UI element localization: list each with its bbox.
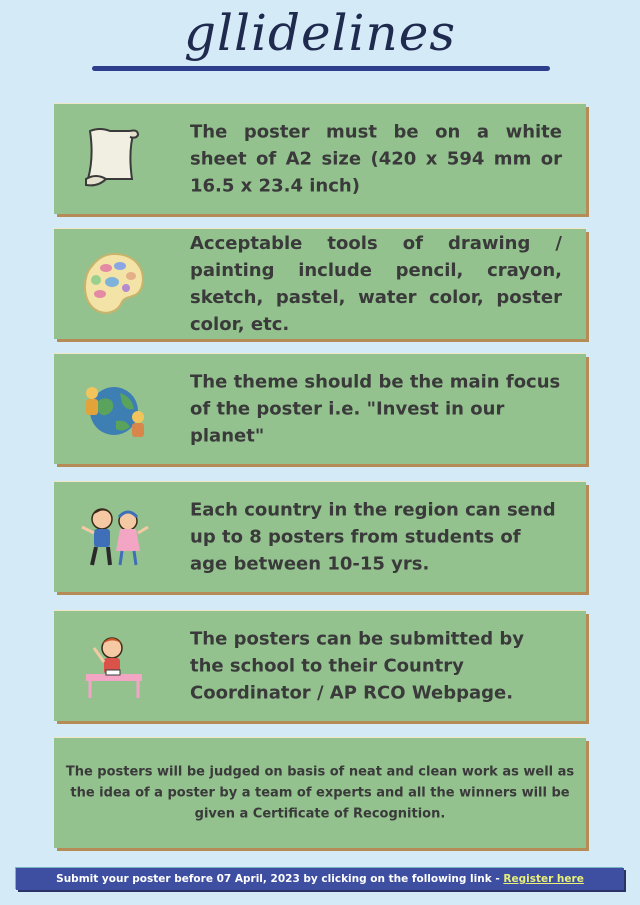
guideline-text: The theme should be the main focus of the poster i.e. "Invest in our planet"	[190, 371, 561, 447]
scroll-icon	[76, 121, 152, 197]
children-icon	[76, 499, 152, 575]
guideline-card-theme	[54, 354, 586, 464]
judging-note-card	[54, 738, 586, 848]
page-title: gllidelines	[183, 4, 456, 62]
guideline-card-submission	[54, 611, 586, 721]
register-link[interactable]: Register here	[503, 873, 584, 885]
title-underline	[92, 66, 550, 71]
guideline-card-tools	[54, 229, 586, 339]
guideline-text: Acceptable tools of drawing / painting include pencil, crayon, sketch, pastel, water color, poster color, etc.	[190, 233, 562, 335]
planet-icon	[76, 371, 152, 447]
judging-note: The posters will be judged on basis of neat and clean work as well as the idea of a poster by a team of experts and all the winners will be given a Certificate of Recognition.	[65, 764, 575, 822]
guideline-text: Each country in the region can send up to 8 posters from students of age between 10-15 yrs.	[190, 499, 556, 575]
submit-banner	[16, 868, 624, 890]
guideline-text: The posters can be submitted by the school to their Country Coordinator / AP RCO Webpage.	[190, 628, 524, 704]
palette-icon	[76, 246, 152, 322]
guideline-card-eligibility	[54, 482, 586, 592]
guideline-text: The poster must be on a white sheet of A2 size (420 x 594 mm or 16.5 x 23.4 inch)	[190, 121, 562, 197]
banner-text: Submit your poster before 07 April, 2023 by clicking on the following link -	[56, 873, 504, 885]
student-desk-icon	[76, 628, 152, 704]
guideline-card-paper-size	[54, 104, 586, 214]
